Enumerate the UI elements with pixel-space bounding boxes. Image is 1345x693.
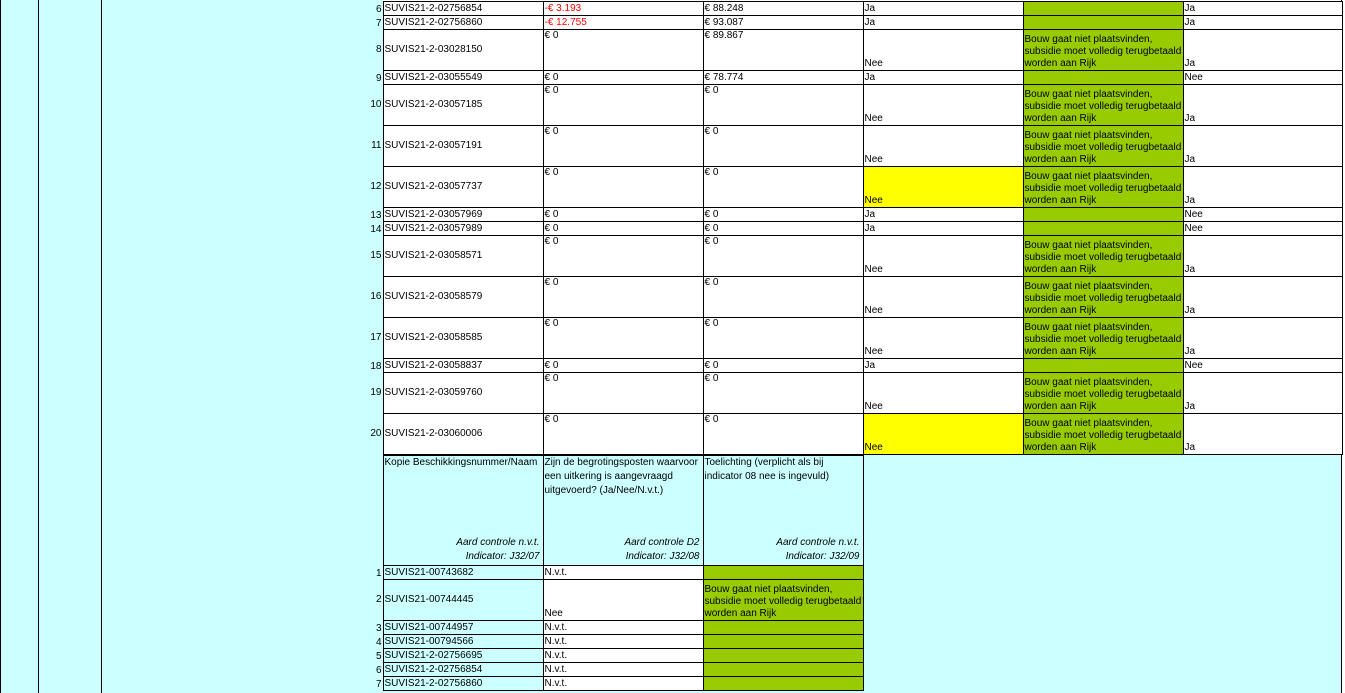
ja-nee-cell[interactable]: Ja <box>863 359 1023 373</box>
bedrag-cell[interactable]: € 0 <box>543 126 703 167</box>
ja-nee-cell[interactable]: Ja <box>1183 414 1342 455</box>
toelichting-cell[interactable] <box>703 635 863 649</box>
toelichting-cell[interactable] <box>703 649 863 663</box>
table-row <box>367 126 1342 167</box>
bedrag-cell[interactable]: € 0 <box>703 222 863 236</box>
bedrag-cell[interactable]: € 0 <box>703 318 863 359</box>
bedrag-cell[interactable]: € 88.248 <box>703 2 863 16</box>
toelichting-cell[interactable] <box>1023 222 1183 236</box>
header-aard: Aard controle n.v.t. <box>456 537 540 548</box>
table-row <box>367 222 1342 236</box>
ja-nee-cell[interactable]: Nee <box>863 277 1023 318</box>
ja-nee-cell[interactable]: N.v.t. <box>543 649 703 663</box>
ja-nee-cell[interactable]: Ja <box>863 71 1023 85</box>
header-title: Kopie Beschikkingsnummer/Naam <box>384 457 538 468</box>
bedrag-cell[interactable]: € 0 <box>543 85 703 126</box>
bedrag-cell[interactable]: € 0 <box>543 30 703 71</box>
beschikkingsnummer-cell[interactable]: SUVIS21-2-03057185 <box>383 85 543 126</box>
row-number: 15 <box>367 236 383 277</box>
toelichting-cell[interactable] <box>1023 16 1183 30</box>
header-row-number <box>367 456 383 566</box>
beschikkingsnummer-cell[interactable]: SUVIS21-2-03059760 <box>383 373 543 414</box>
row-number: 2 <box>367 580 383 621</box>
beschikkingsnummer-cell[interactable]: SUVIS21-00744957 <box>383 621 543 635</box>
beschikkingsnummer-cell[interactable]: SUVIS21-2-03055549 <box>383 71 543 85</box>
beschikkingsnummer-cell[interactable]: SUVIS21-2-02756695 <box>383 649 543 663</box>
ja-nee-cell[interactable]: Ja <box>1183 30 1342 71</box>
beschikkingsnummer-cell[interactable]: SUVIS21-2-03057969 <box>383 208 543 222</box>
bedrag-cell[interactable]: € 0 <box>543 167 703 208</box>
bedrag-cell[interactable]: € 93.087 <box>703 16 863 30</box>
table-row <box>367 649 863 663</box>
toelichting-cell[interactable] <box>1023 2 1183 16</box>
ja-nee-cell[interactable]: Nee <box>863 126 1023 167</box>
toelichting-cell[interactable] <box>1023 71 1183 85</box>
table-row <box>367 167 1342 208</box>
table-row <box>367 318 1342 359</box>
ja-nee-cell[interactable]: Ja <box>1183 318 1342 359</box>
ja-nee-cell[interactable]: Ja <box>1183 236 1342 277</box>
ja-nee-cell[interactable]: Nee <box>863 167 1023 208</box>
beschikkingsnummer-cell[interactable]: SUVIS21-2-02756854 <box>383 663 543 677</box>
beschikkingsnummer-cell[interactable]: SUVIS21-2-03058585 <box>383 318 543 359</box>
ja-nee-cell[interactable]: N.v.t. <box>543 663 703 677</box>
ja-nee-cell[interactable]: Ja <box>863 222 1023 236</box>
beschikkingsnummer-cell[interactable]: SUVIS21-2-03058579 <box>383 277 543 318</box>
beschikkingsnummer-cell[interactable]: SUVIS21-2-02756854 <box>383 2 543 16</box>
ja-nee-cell[interactable]: Nee <box>863 318 1023 359</box>
ja-nee-cell[interactable]: N.v.t. <box>543 566 703 580</box>
header-indicator: Indicator: J32/08 <box>625 551 700 562</box>
header-title: Zijn de begrotingsposten waarvoor een uitkering is aangevraagd uitgevoerd? (Ja/Nee/N.v.t.) <box>544 457 698 496</box>
row-number: 12 <box>367 167 383 208</box>
ja-nee-cell[interactable]: Ja <box>863 2 1023 16</box>
beschikkingsnummer-cell[interactable]: SUVIS21-00794566 <box>383 635 543 649</box>
row-number: 11 <box>367 126 383 167</box>
beschikkingsnummer-cell[interactable]: SUVIS21-2-03057191 <box>383 126 543 167</box>
beschikkingsnummer-cell[interactable]: SUVIS21-2-03058837 <box>383 359 543 373</box>
beschikkingsnummer-cell[interactable]: SUVIS21-2-03057737 <box>383 167 543 208</box>
ja-nee-cell[interactable]: Nee <box>863 373 1023 414</box>
bedrag-cell[interactable]: € 78.774 <box>703 71 863 85</box>
ja-nee-cell[interactable]: Nee <box>1183 359 1342 373</box>
table-row <box>367 414 1342 455</box>
ja-nee-cell[interactable]: Nee <box>863 414 1023 455</box>
ja-nee-cell[interactable]: Nee <box>1183 222 1342 236</box>
bedrag-cell[interactable]: € 0 <box>703 167 863 208</box>
row-number: 10 <box>367 85 383 126</box>
row-number: 7 <box>367 16 383 30</box>
toelichting-cell[interactable] <box>1023 359 1183 373</box>
toelichting-cell[interactable] <box>1023 208 1183 222</box>
column-divider-1 <box>38 0 39 693</box>
row-number: 14 <box>367 222 383 236</box>
ja-nee-cell[interactable]: N.v.t. <box>543 677 703 691</box>
header-aard: Aard controle D2 <box>624 537 700 548</box>
bedrag-cell[interactable]: -€ 12.755 <box>543 16 703 30</box>
table-row <box>367 236 1342 277</box>
bedrag-cell[interactable]: € 0 <box>543 359 703 373</box>
bedrag-cell[interactable]: € 0 <box>703 208 863 222</box>
ja-nee-cell[interactable]: Nee <box>863 236 1023 277</box>
left-margin-fill <box>0 0 383 693</box>
toelichting-cell[interactable]: Bouw gaat niet plaatsvinden, subsidie moet volledig terugbetaald worden aan Rijk <box>1023 373 1183 414</box>
bedrag-cell[interactable]: € 0 <box>543 277 703 318</box>
toelichting-cell[interactable] <box>703 677 863 691</box>
ja-nee-cell[interactable]: Nee <box>863 30 1023 71</box>
row-number: 3 <box>367 621 383 635</box>
beschikkingsnummer-cell[interactable]: SUVIS21-2-02756860 <box>383 16 543 30</box>
lower-data-table <box>367 455 864 691</box>
beschikkingsnummer-cell[interactable]: SUVIS21-00744445 <box>383 580 543 621</box>
table-row <box>367 635 863 649</box>
beschikkingsnummer-cell[interactable]: SUVIS21-2-03060006 <box>383 414 543 455</box>
row-number: 6 <box>367 2 383 16</box>
table-row <box>367 580 863 621</box>
bedrag-cell[interactable]: € 89.867 <box>703 30 863 71</box>
bedrag-cell[interactable]: € 0 <box>703 373 863 414</box>
bedrag-cell[interactable]: € 0 <box>543 222 703 236</box>
table-row <box>367 71 1342 85</box>
toelichting-cell[interactable]: Bouw gaat niet plaatsvinden, subsidie moet volledig terugbetaald worden aan Rijk <box>1023 126 1183 167</box>
row-number: 17 <box>367 318 383 359</box>
ja-nee-cell[interactable]: Ja <box>863 208 1023 222</box>
table-row <box>367 373 1342 414</box>
table-row <box>367 277 1342 318</box>
bedrag-cell[interactable]: € 0 <box>703 414 863 455</box>
bedrag-cell[interactable]: € 0 <box>703 85 863 126</box>
row-number: 8 <box>367 30 383 71</box>
table-row <box>367 2 1342 16</box>
bedrag-cell[interactable]: € 0 <box>543 318 703 359</box>
table-row <box>367 663 863 677</box>
header-toelichting <box>703 456 863 566</box>
row-number: 18 <box>367 359 383 373</box>
ja-nee-cell[interactable]: N.v.t. <box>543 635 703 649</box>
toelichting-cell[interactable]: Bouw gaat niet plaatsvinden, subsidie moet volledig terugbetaald worden aan Rijk <box>1023 167 1183 208</box>
ja-nee-cell[interactable]: Nee <box>1183 71 1342 85</box>
table-row <box>367 566 863 580</box>
beschikkingsnummer-cell[interactable]: SUVIS21-2-03057989 <box>383 222 543 236</box>
beschikkingsnummer-cell[interactable]: SUVIS21-2-02756860 <box>383 677 543 691</box>
ja-nee-cell[interactable]: Nee <box>1183 208 1342 222</box>
toelichting-cell[interactable]: Bouw gaat niet plaatsvinden, subsidie moet volledig terugbetaald worden aan Rijk <box>1023 30 1183 71</box>
bedrag-cell[interactable]: € 0 <box>543 373 703 414</box>
ja-nee-cell[interactable]: Ja <box>1183 167 1342 208</box>
row-number: 13 <box>367 208 383 222</box>
toelichting-cell[interactable] <box>703 621 863 635</box>
ja-nee-cell[interactable]: Nee <box>543 580 703 621</box>
beschikkingsnummer-cell[interactable]: SUVIS21-2-03058571 <box>383 236 543 277</box>
ja-nee-cell[interactable]: Nee <box>863 85 1023 126</box>
bedrag-cell[interactable]: € 0 <box>543 236 703 277</box>
header-aard: Aard controle n.v.t. <box>776 537 860 548</box>
row-number: 7 <box>367 677 383 691</box>
row-number: 1 <box>367 566 383 580</box>
bedrag-cell[interactable]: € 0 <box>543 208 703 222</box>
toelichting-cell[interactable]: Bouw gaat niet plaatsvinden, subsidie moet volledig terugbetaald worden aan Rijk <box>1023 236 1183 277</box>
header-indicator: Indicator: J32/07 <box>465 551 540 562</box>
toelichting-cell[interactable]: Bouw gaat niet plaatsvinden, subsidie moet volledig terugbetaald worden aan Rijk <box>703 580 863 621</box>
table-row <box>367 208 1342 222</box>
bedrag-cell[interactable]: € 0 <box>543 414 703 455</box>
toelichting-cell[interactable] <box>703 663 863 677</box>
sheet-border-left <box>0 0 1 693</box>
bedrag-cell[interactable]: € 0 <box>703 236 863 277</box>
toelichting-cell[interactable]: Bouw gaat niet plaatsvinden, subsidie moet volledig terugbetaald worden aan Rijk <box>1023 277 1183 318</box>
header-beschikkingsnummer <box>383 456 543 566</box>
table-row <box>367 621 863 635</box>
ja-nee-cell[interactable]: N.v.t. <box>543 621 703 635</box>
ja-nee-cell[interactable]: Ja <box>863 16 1023 30</box>
row-number: 16 <box>367 277 383 318</box>
table-row <box>367 677 863 691</box>
bedrag-cell[interactable]: € 0 <box>543 71 703 85</box>
table-row <box>367 359 1342 373</box>
upper-data-table <box>367 1 1343 455</box>
toelichting-cell[interactable]: Bouw gaat niet plaatsvinden, subsidie moet volledig terugbetaald worden aan Rijk <box>1023 318 1183 359</box>
toelichting-cell[interactable] <box>703 566 863 580</box>
ja-nee-cell[interactable]: Ja <box>1183 373 1342 414</box>
row-number: 5 <box>367 649 383 663</box>
ja-nee-cell[interactable]: Ja <box>1183 126 1342 167</box>
toelichting-cell[interactable]: Bouw gaat niet plaatsvinden, subsidie moet volledig terugbetaald worden aan Rijk <box>1023 414 1183 455</box>
ja-nee-cell[interactable]: Ja <box>1183 16 1342 30</box>
beschikkingsnummer-cell[interactable]: SUVIS21-2-03028150 <box>383 30 543 71</box>
table-row <box>367 85 1342 126</box>
row-number: 19 <box>367 373 383 414</box>
row-number: 20 <box>367 414 383 455</box>
header-title: Toelichting (verplicht als bij indicator 08 nee is ingevuld) <box>704 457 830 482</box>
beschikkingsnummer-cell[interactable]: SUVIS21-00743682 <box>383 566 543 580</box>
toelichting-cell[interactable]: Bouw gaat niet plaatsvinden, subsidie moet volledig terugbetaald worden aan Rijk <box>1023 85 1183 126</box>
header-indicator: Indicator: J32/09 <box>785 551 860 562</box>
row-number: 4 <box>367 635 383 649</box>
bedrag-cell[interactable]: -€ 3.193 <box>543 2 703 16</box>
ja-nee-cell[interactable]: Ja <box>1183 2 1342 16</box>
row-number: 9 <box>367 71 383 85</box>
table-row <box>367 16 1342 30</box>
bedrag-cell[interactable]: € 0 <box>703 277 863 318</box>
bedrag-cell[interactable]: € 0 <box>703 126 863 167</box>
ja-nee-cell[interactable]: Ja <box>1183 277 1342 318</box>
ja-nee-cell[interactable]: Ja <box>1183 85 1342 126</box>
bedrag-cell[interactable]: € 0 <box>703 359 863 373</box>
column-divider-2 <box>101 0 102 693</box>
row-number: 6 <box>367 663 383 677</box>
header-begrotingsposten <box>543 456 703 566</box>
table-row <box>367 30 1342 71</box>
